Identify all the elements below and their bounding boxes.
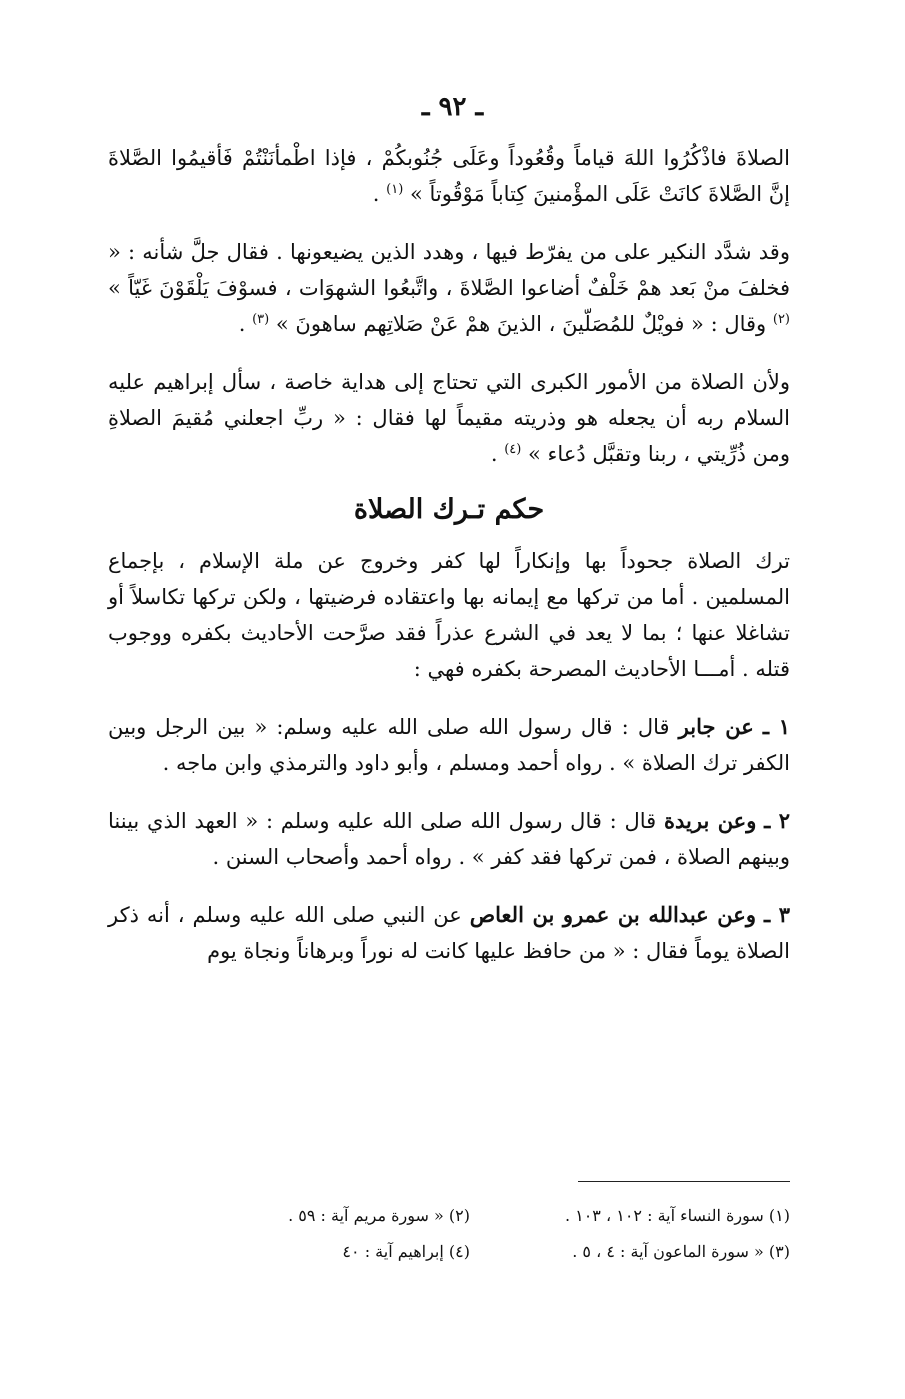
hadith-3 [108,897,790,969]
page-number: ـ ٩٢ ـ [421,92,484,122]
footnote-ref: (٣) [252,312,270,327]
footnote-divider [578,1181,790,1182]
footnote-3: (٣) « سورة الماعون آية : ٤ ، ٥ . [572,1242,790,1261]
footnotes [170,1198,790,1270]
ibrahim-text: ولأن الصلاة من الأمور الكبرى التي تحتاج إلى هداية خاصة ، سأل إبراهيم عليه السلام ربه أن يجعله هو وذريته مقيماً لها فقال : « ربِّ اجعلني مُقيمَ الصلاةِ ومن ذُرِّيتي ، ربنا وتقبَّل دُعاء » [108,370,790,466]
section-heading: حكم تـرك الصلاة [353,494,545,525]
verse-text: الصلاةَ فاذْكُرُوا اللهَ قياماً وقُعُوداً وعَلَى جُنُوبكُمْ ، فإذا اطْمأنَنْتُمْ فَأقيمُوا الصَّلاةَ إنَّ الصَّلاةَ كانَتْ عَلَى المؤْمنينَ كِتاباً مَوْقُوتاً » [108,146,790,206]
hadith-number: ٢ ـ [764,808,790,833]
period: . [372,182,380,206]
verse-paragraph [108,140,790,212]
footnote-1: (١) سورة النساء آية : ١٠٢ ، ١٠٣ . [564,1206,790,1225]
warning-paragraph [108,234,790,342]
hadith-text: قال : قال رسول الله صلى الله عليه وسلم: « بين الرجل وبين الكفر ترك الصلاة » . رواه أحمد ومسلم ، وأبو داود والترمذي وابن ماجه . [108,715,790,775]
footnote-4: (٤) إبراهيم آية : ٤٠ [342,1242,470,1261]
narrator-name: عن جابر [678,714,754,739]
narrator-name: وعن بريدة [663,808,757,833]
footnote-ref: (٤) [504,442,522,457]
footnote-ref: (١) [386,182,404,197]
footnote-row [170,1234,790,1270]
footnote-2: (٢) « سورة مريم آية : ٥٩ . [288,1206,470,1225]
page-body [108,140,790,993]
period: . [238,312,246,336]
footnote-row [170,1198,790,1234]
hadith-1 [108,709,790,781]
footnote-ref: (٢) [772,312,790,327]
period: . [490,442,498,466]
hadith-number: ١ ـ [762,714,791,739]
warning-text: وقد شدَّد النكير على من يفرّط فيها ، وهدد الذين يضيعونها . فقال جلَّ شأنه : « فخلفَ منْ بَعد همْ خَلْفٌ أضاعوا الصَّلاةَ ، واتَّبعُوا الشهوَات ، فسوْفَ يَلْقَوْنَ غَيّاً » [108,240,790,300]
hadith-text: عن النبي صلى الله عليه وسلم ، أنه ذكر الصلاة يوماً فقال : « من حافظ عليها كانت له نوراً وبرهاناً ونجاة يوم [108,903,790,963]
ruling-paragraph: ترك الصلاة جحوداً بها وإنكاراً لها كفر وخروج عن ملة الإسلام ، بإجماع المسلمين . أما من تركها مع إيمانه بها واعتقاده فرضيتها ، ولكن تركها تكاسلاً أو تشاغلا عنها ؛ بما لا يعد في الشرع عذراً فقد صرَّحت الأحاديث بكفره ووجوب قتله . أمـــا الأحاديث المصرحة بكفره فهي : [108,549,790,681]
warning-text-continued: وقال : « فويْلٌ للمُصَلّينَ ، الذينَ همْ عَنْ صَلاتِهم ساهونَ » [275,312,767,336]
hadith-2 [108,803,790,875]
hadith-number: ٣ ـ [763,902,790,927]
ibrahim-paragraph [108,364,790,472]
narrator-name: وعن عبدالله بن عمرو بن العاص [469,902,756,927]
hadith-text: قال : قال رسول الله صلى الله عليه وسلم : « العهد الذي بيننا وبينهم الصلاة ، فمن تركها فقد كفر » . رواه أحمد وأصحاب السنن . [108,809,790,869]
